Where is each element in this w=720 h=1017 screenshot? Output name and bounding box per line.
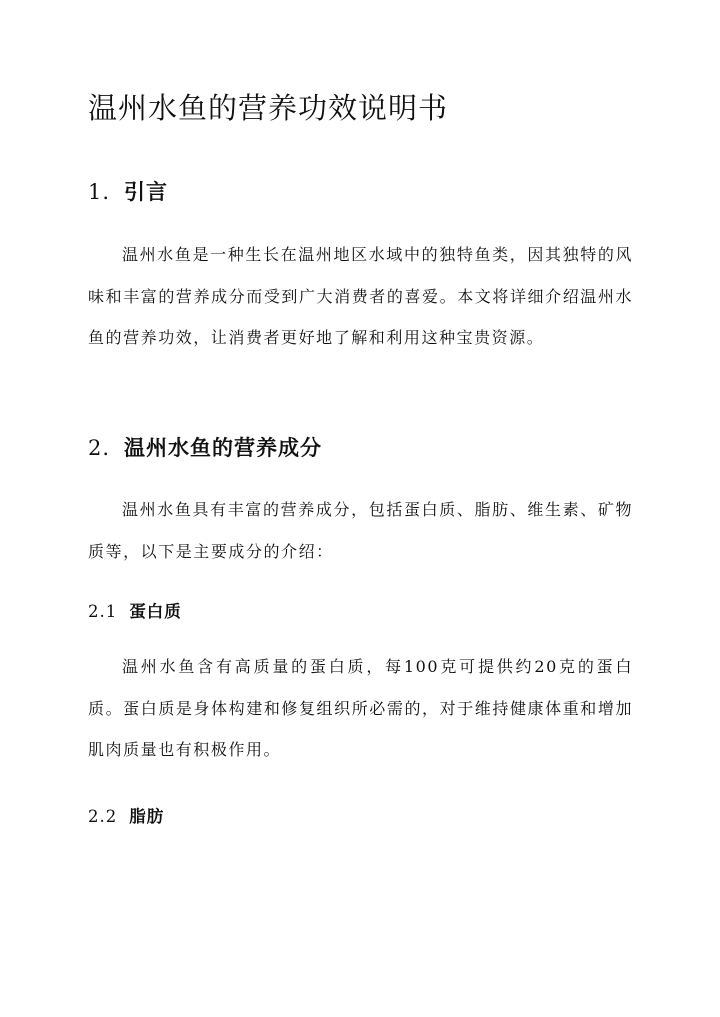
subsection-heading-protein <box>88 598 182 622</box>
subsection-number: 2.2 <box>88 807 118 826</box>
section-number: 1. <box>88 180 111 204</box>
subsection-number: 2.1 <box>88 602 118 621</box>
section-title: 引言 <box>124 179 169 204</box>
subsection-title: 蛋白质 <box>129 602 182 621</box>
section-title: 温州水鱼的营养成分 <box>124 435 323 460</box>
protein-paragraph: 温州水鱼含有高质量的蛋白质，每100克可提供约20克的蛋白质。蛋白质是身体构建和修复组织所必需的，对于维持健康体重和增加肌肉质量也有积极作用。 <box>88 657 633 759</box>
document-title: 温州水鱼的营养功效说明书 <box>88 91 449 125</box>
subsection-heading-fat <box>88 803 164 827</box>
section-heading-nutrition <box>88 432 322 462</box>
section-heading-intro <box>88 176 168 206</box>
intro-paragraph: 温州水鱼是一种生长在温州地区水域中的独特鱼类，因其独特的风味和丰富的营养成分而受到广大消费者的喜爱。本文将详细介绍温州水鱼的营养功效，让消费者更好地了解和利用这种宝贵资源。 <box>88 245 633 347</box>
section-number: 2. <box>88 436 111 460</box>
nutrition-paragraph: 温州水鱼具有丰富的营养成分，包括蛋白质、脂肪、维生素、矿物质等，以下是主要成分的介绍： <box>88 500 633 561</box>
subsection-title: 脂肪 <box>129 807 165 826</box>
